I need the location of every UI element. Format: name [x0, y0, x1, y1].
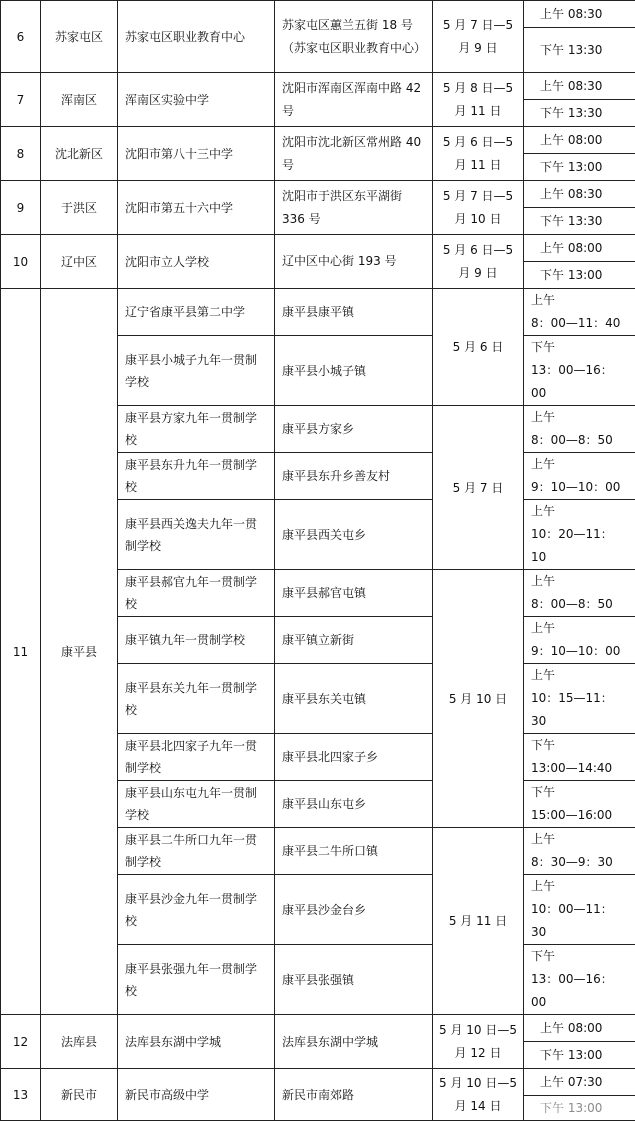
- school-cell: 法库县东湖中学城: [118, 1015, 275, 1069]
- time-cell: [524, 875, 635, 945]
- time-pm-cell: 下午 13:00: [524, 1042, 635, 1069]
- time-label: 上午: [531, 293, 555, 307]
- address-cell: 康平县郝官屯镇: [275, 570, 433, 617]
- time-range: 15:00—16:00: [531, 808, 612, 822]
- time-range: 8：00—8：50: [531, 433, 613, 447]
- address-cell: 康平县东关屯镇: [275, 664, 433, 734]
- row-number: 7: [1, 73, 41, 127]
- row-number: 11: [1, 289, 41, 1015]
- school-cell: 浑南区实验中学: [118, 73, 275, 127]
- school-cell: 康平镇九年一贯制学校: [118, 617, 275, 664]
- district-cell: 浑南区: [41, 73, 118, 127]
- address-cell: 沈阳市于洪区东平湖街 336 号: [275, 181, 433, 235]
- time-label: 下午: [531, 340, 555, 354]
- address-cell: 沈阳市浑南区浑南中路 42 号: [275, 73, 433, 127]
- date-cell: 5 月 7 日—5 月 10 日: [433, 181, 524, 235]
- time-range: 10：00—11：30: [531, 902, 613, 939]
- row-number: 9: [1, 181, 41, 235]
- time-pm-cell: 下午 13:00: [524, 262, 635, 289]
- time-pm-cell: 下午 13:00: [524, 1096, 635, 1121]
- time-label: 下午: [531, 738, 555, 752]
- time-cell: [524, 336, 635, 406]
- date-cell: 5 月 10 日—5 月 12 日: [433, 1015, 524, 1069]
- time-am-cell: 上午 08:00: [524, 235, 635, 262]
- address-cell: 康平县西关屯乡: [275, 500, 433, 570]
- school-cell: 康平县沙金九年一贯制学校: [118, 875, 275, 945]
- address-cell: 康平县东升乡善友村: [275, 453, 433, 500]
- time-label: 上午: [531, 410, 555, 424]
- address-cell: 康平县山东屯乡: [275, 781, 433, 828]
- school-cell: 康平县张强九年一贯制学校: [118, 945, 275, 1015]
- time-range: 8：30—9：30: [531, 855, 613, 869]
- address-cell: 康平县小城子镇: [275, 336, 433, 406]
- time-pm-cell: 下午 13:30: [524, 100, 635, 127]
- district-cell: 新民市: [41, 1069, 118, 1121]
- date-cell: 5 月 11 日: [433, 828, 524, 1015]
- district-cell: 苏家屯区: [41, 1, 118, 73]
- date-cell: 5 月 10 日—5 月 14 日: [433, 1069, 524, 1121]
- school-cell: 康平县郝官九年一贯制学校: [118, 570, 275, 617]
- school-cell: 沈阳市第五十六中学: [118, 181, 275, 235]
- time-am-cell: 上午 08:00: [524, 1015, 635, 1042]
- date-cell: 5 月 6 日—5 月 9 日: [433, 235, 524, 289]
- time-pm-cell: 下午 13:30: [524, 208, 635, 235]
- time-cell: [524, 570, 635, 617]
- row-number: 12: [1, 1015, 41, 1069]
- time-am-cell: 上午 07:30: [524, 1069, 635, 1096]
- district-cell: 法库县: [41, 1015, 118, 1069]
- address-cell: 康平县沙金台乡: [275, 875, 433, 945]
- address-cell: 康平县方家乡: [275, 406, 433, 453]
- time-range: 10：20—11：10: [531, 527, 613, 564]
- address-cell: 康平县张强镇: [275, 945, 433, 1015]
- school-cell: 康平县二牛所口九年一贯制学校: [118, 828, 275, 875]
- time-cell: [524, 406, 635, 453]
- time-label: 上午: [531, 504, 555, 518]
- time-range: 10：15—11：30: [531, 691, 613, 728]
- time-pm-cell: 下午 13:00: [524, 154, 635, 181]
- time-cell: [524, 289, 635, 336]
- school-cell: 沈阳市第八十三中学: [118, 127, 275, 181]
- time-cell: [524, 500, 635, 570]
- date-cell: 5 月 10 日: [433, 570, 524, 828]
- school-cell: 康平县山东屯九年一贯制学校: [118, 781, 275, 828]
- district-cell: 辽中区: [41, 235, 118, 289]
- address-cell: 康平县康平镇: [275, 289, 433, 336]
- time-label: 上午: [531, 621, 555, 635]
- row-number: 13: [1, 1069, 41, 1121]
- row-number: 6: [1, 1, 41, 73]
- time-range: 9：10—10：00: [531, 644, 620, 658]
- address-cell: 苏家屯区蕙兰五街 18 号（苏家屯区职业教育中心）: [275, 1, 433, 73]
- address-cell: 辽中区中心街 193 号: [275, 235, 433, 289]
- school-cell: 沈阳市立人学校: [118, 235, 275, 289]
- row-number: 8: [1, 127, 41, 181]
- time-range: 13：00—16：00: [531, 363, 613, 400]
- time-cell: [524, 453, 635, 500]
- district-cell: 沈北新区: [41, 127, 118, 181]
- time-cell: [524, 781, 635, 828]
- time-label: 上午: [531, 832, 555, 846]
- school-cell: 康平县东升九年一贯制学校: [118, 453, 275, 500]
- time-label: 上午: [531, 457, 555, 471]
- address-cell: 新民市南郊路: [275, 1069, 433, 1121]
- school-cell: 康平县北四家子九年一贯制学校: [118, 734, 275, 781]
- school-cell: 康平县东关九年一贯制学校: [118, 664, 275, 734]
- district-cell: 于洪区: [41, 181, 118, 235]
- district-cell: 康平县: [41, 289, 118, 1015]
- time-label: 上午: [531, 574, 555, 588]
- time-am-cell: 上午 08:00: [524, 127, 635, 154]
- time-am-cell: 上午 08:30: [524, 181, 635, 208]
- date-cell: 5 月 6 日—5 月 11 日: [433, 127, 524, 181]
- date-cell: 5 月 7 日—5 月 9 日: [433, 1, 524, 73]
- school-cell: 苏家屯区职业教育中心: [118, 1, 275, 73]
- address-cell: 康平县二牛所口镇: [275, 828, 433, 875]
- school-cell: 新民市高级中学: [118, 1069, 275, 1121]
- time-cell: [524, 828, 635, 875]
- date-cell: 5 月 7 日: [433, 406, 524, 570]
- school-cell: 辽宁省康平县第二中学: [118, 289, 275, 336]
- time-range: 13：00—16：00: [531, 972, 613, 1009]
- school-cell: 康平县西关逸夫九年一贯制学校: [118, 500, 275, 570]
- address-cell: 康平镇立新街: [275, 617, 433, 664]
- time-am-cell: 上午 08:30: [524, 1, 635, 28]
- school-cell: 康平县方家九年一贯制学校: [118, 406, 275, 453]
- time-label: 下午: [531, 785, 555, 799]
- time-range: 8：00—8：50: [531, 597, 613, 611]
- time-label: 下午: [531, 949, 555, 963]
- time-label: 上午: [531, 668, 555, 682]
- time-range: 9：10—10：00: [531, 480, 620, 494]
- date-cell: 5 月 8 日—5 月 11 日: [433, 73, 524, 127]
- time-range: 8：00—11：40: [531, 316, 620, 330]
- address-cell: 康平县北四家子乡: [275, 734, 433, 781]
- time-pm-cell: 下午 13:30: [524, 28, 635, 73]
- row-number: 10: [1, 235, 41, 289]
- date-cell: 5 月 6 日: [433, 289, 524, 406]
- time-label: 上午: [531, 879, 555, 893]
- address-cell: 沈阳市沈北新区常州路 40 号: [275, 127, 433, 181]
- address-cell: 法库县东湖中学城: [275, 1015, 433, 1069]
- time-cell: [524, 664, 635, 734]
- school-cell: 康平县小城子九年一贯制学校: [118, 336, 275, 406]
- time-cell: [524, 734, 635, 781]
- time-range: 13:00—14:40: [531, 761, 612, 775]
- time-am-cell: 上午 08:30: [524, 73, 635, 100]
- time-cell: [524, 617, 635, 664]
- time-cell: [524, 945, 635, 1015]
